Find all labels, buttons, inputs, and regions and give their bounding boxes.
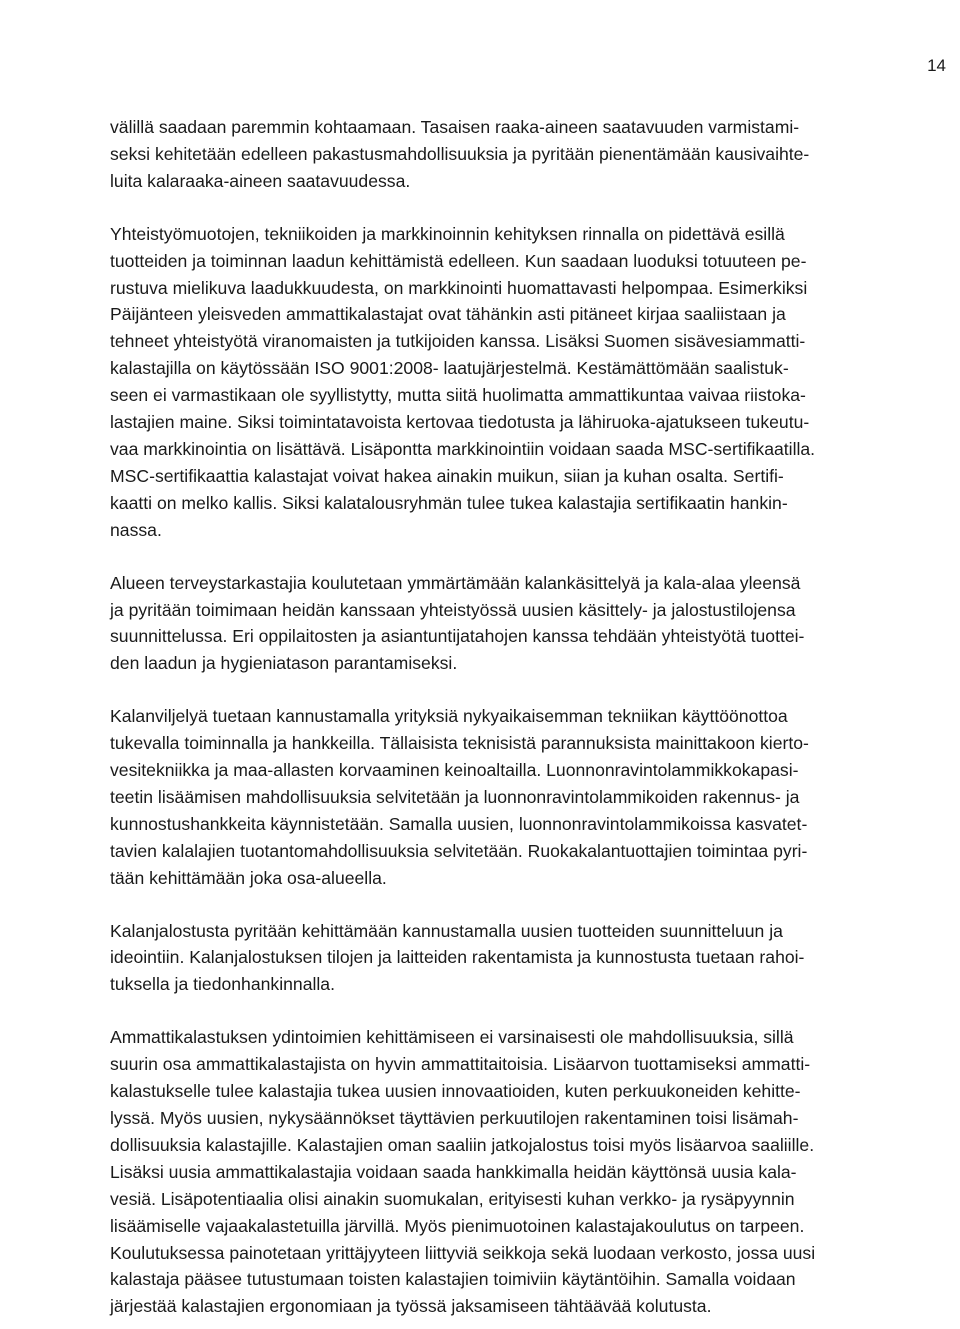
text-line: kalastukselle tulee kalastajia tukea uusien innovaatioiden, kuten perkuukoneiden kehitte-: [110, 1081, 801, 1102]
text-line: Kalanjalostusta pyritään kehittämään kannustamalla uusien tuotteiden suunnitteluun ja: [110, 920, 783, 941]
text-line: teetin lisäämisen mahdollisuuksia selvitetään ja luonnonravintolammikoiden rakennus- ja: [110, 786, 800, 807]
text-line: tuksella ja tiedonhankinnalla.: [110, 974, 335, 995]
text-line: Alueen terveystarkastajia koulutetaan ymmärtämään kalankäsittelyä ja kala-alaa yleensä: [110, 572, 801, 593]
text-line: Ammattikalastuksen ydintoimien kehittämiseen ei varsinaisesti ole mahdollisuuksia, sillä: [110, 1027, 794, 1048]
text-line: tuotteiden ja toiminnan laadun kehittämistä edelleen. Kun saadaan luoduksi totuuteen pe-: [110, 250, 807, 271]
text-line: ja pyritään toimimaan heidän kanssaan yhteistyössä uusien käsittely- ja jalostustilojensa: [110, 599, 796, 620]
text-line: ideointiin. Kalanjalostuksen tilojen ja laitteiden rakentamista ja kunnostusta tuetaan rahoi-: [110, 947, 805, 968]
text-line: den laadun ja hygieniatason parantamiseksi.: [110, 653, 458, 674]
text-line: seksi kehitetään edelleen pakastusmahdollisuuksia ja pyritään pienentämään kausivaihte-: [110, 143, 810, 164]
text-line: Kalanviljelyä tuetaan kannustamalla yrityksiä nykyaikaisemman tekniikan käyttöönottoa: [110, 706, 788, 727]
paragraph: [110, 918, 960, 999]
text-line: Lisäksi uusia ammattikalastajia voidaan saada hankkimalla heidän käyttönsä uusia kala-: [110, 1161, 797, 1182]
paragraph: [110, 1024, 960, 1320]
paragraph: [110, 114, 960, 195]
text-line: rustuva mielikuva laadukkuudesta, on markkinointi huomattavasti helpompaa. Esimerkiksi: [110, 277, 808, 298]
text-line: Koulutuksessa painotetaan yrittäjyyteen liittyviä seikkoja sekä luodaan verkosto, jossa uusi: [110, 1242, 816, 1263]
text-line: nassa.: [110, 519, 162, 540]
text-line: tukevalla toiminnalla ja hankkeilla. Tällaisista teknisistä parannuksista mainittakoon kierto-: [110, 733, 809, 754]
text-line: MSC-sertifikaattia kalastajat voivat hakea ainakin muikun, siian ja kuhan osalta. Sertifi-: [110, 465, 784, 486]
body-text: [110, 114, 960, 1320]
page-number: 14: [927, 56, 946, 75]
text-line: kaatti on melko kallis. Siksi kalatalousryhmän tulee tukea kalastajia sertifikaatin hankin-: [110, 492, 788, 513]
text-line: Päijänteen yleisveden ammattikalastajat ovat tähänkin asti pitäneet kirjaa saaliistaan ja: [110, 304, 786, 325]
text-line: vesitekniikka ja maa-allasten korvaaminen keinoaltailla. Luonnonravintolammikkokapasi-: [110, 760, 799, 781]
text-line: järjestää kalastajien ergonomiaan ja työssä jaksamiseen tähtäävää kolutusta.: [110, 1296, 712, 1317]
text-line: tään kehittämään joka osa-alueella.: [110, 867, 387, 888]
text-line: lyssä. Myös uusien, nykysäännökset täyttävien perkuutilojen rakentaminen toisi lisämah-: [110, 1108, 799, 1128]
text-line: kalastaja pääsee tutustumaan toisten kalastajien toimiviin käytäntöihin. Samalla voidaan: [110, 1269, 796, 1290]
text-line: kunnostushankkeita käynnistetään. Samalla uusien, luonnonravintolammikoissa kasvatet-: [110, 813, 808, 834]
text-line: vaa markkinointia on lisättävä. Lisäpontta markkinointiin voidaan saada MSC-sertifikaatilla.: [110, 438, 816, 459]
text-line: tavien kalalajien tuotantomahdollisuuksia selvitetään. Ruokakalantuottajien toimintaa pyri-: [110, 840, 808, 861]
paragraph: [110, 570, 960, 678]
text-line: suunnittelussa. Eri oppilaitosten ja asiantuntijatahojen kanssa tehdään yhteistyötä tuottei-: [110, 626, 805, 647]
text-line: kalastajilla on käytössään ISO 9001:2008- laatujärjestelmä. Kestämättömään saalistuk-: [110, 358, 789, 379]
text-line: vesiä. Lisäpotentiaalia olisi ainakin suomukalan, erityisesti kuhan verkko- ja rysäpyynnin: [110, 1188, 795, 1209]
text-line: luita kalaraaka-aineen saatavuudessa.: [110, 170, 411, 191]
text-line: välillä saadaan paremmin kohtaamaan. Tasaisen raaka-aineen saatavuuden varmistami-: [110, 117, 800, 137]
text-line: dollisuuksia kalastajille. Kalastajien oman saaliin jatkojalostus toisi myös lisäarvoa saaliille.: [110, 1134, 815, 1155]
text-line: tehneet yhteistyötä viranomaisten ja tutkijoiden kanssa. Lisäksi Suomen sisävesiammatti-: [110, 331, 806, 352]
text-line: suurin osa ammattikalastajista on hyvin ammattitaitoisia. Lisäarvon tuottamiseksi ammatti-: [110, 1054, 811, 1075]
text-line: Yhteistyömuotojen, tekniikoiden ja markkinoinnin kehityksen rinnalla on pidettävä esillä: [110, 223, 785, 244]
text-line: lisäämiselle vajaakalastetuilla järvillä. Myös pienimuotoinen kalastajakoulutus on tarpeen.: [110, 1215, 805, 1236]
paragraph: [110, 221, 960, 544]
text-line: lastajien maine. Siksi toimintatavoista kertovaa tiedotusta ja lähiruoka-ajatukseen tukeutu-: [110, 412, 810, 433]
text-line: seen ei varmastikaan ole syyllistytty, mutta siitä huolimatta ammattikuntaa vaivaa riistoka-: [110, 385, 806, 406]
paragraph: [110, 703, 960, 891]
